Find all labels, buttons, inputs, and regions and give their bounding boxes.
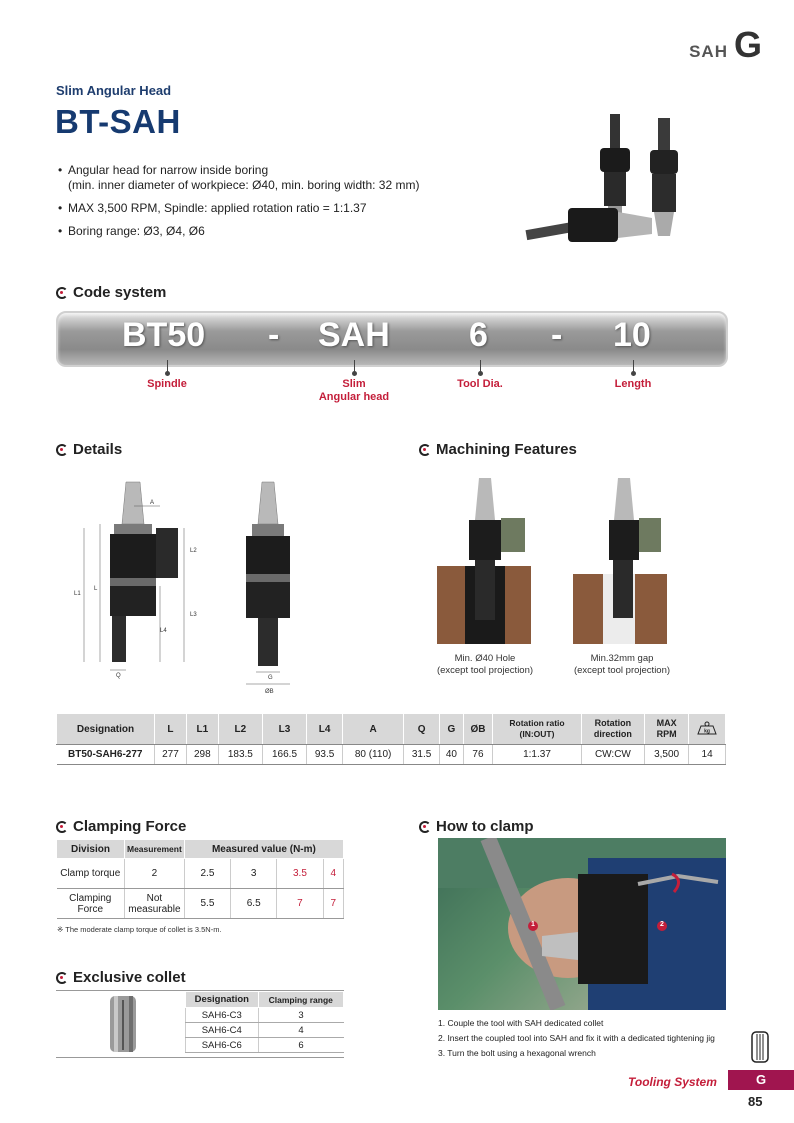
dim-l1: L1: [74, 591, 81, 597]
spec-cell: 40: [440, 745, 464, 765]
clamping-photo: [438, 838, 726, 1010]
col-rotation-direction: Rotation direction: [581, 714, 644, 745]
section-arrow-icon: [56, 972, 68, 984]
hole-example: [437, 478, 531, 644]
clamping-row: [57, 859, 344, 889]
dim-g: G: [268, 675, 273, 681]
section-arrow-icon: [56, 287, 68, 299]
product-subtitle: Slim Angular Head: [56, 83, 172, 98]
code-pointer: [354, 360, 355, 374]
measurement-cell: Not measurable: [125, 889, 185, 919]
spec-cell: 31.5: [404, 745, 440, 765]
measurement-cell: 2: [125, 859, 185, 889]
spec-cell: 80 (110): [343, 745, 404, 765]
section-arrow-icon: [56, 821, 68, 833]
clamping-photo-art: [438, 838, 726, 1010]
gap-caption: Min.32mm gap (except tool projection): [573, 653, 671, 676]
step-marker: 2: [660, 921, 664, 928]
col-l2: L2: [218, 714, 262, 745]
clamping-header-row: [57, 840, 344, 859]
code-pointer: [167, 360, 168, 374]
spec-cell: 14: [689, 745, 726, 765]
value-cell: 7: [323, 889, 343, 919]
col-a: A: [343, 714, 404, 745]
code-label-spindle: Spindle: [147, 378, 187, 390]
product-title: BT-SAH: [55, 103, 181, 140]
spec-cell: 3,500: [645, 745, 689, 765]
value-cell: 4: [323, 859, 343, 889]
col-measurement: Measurement: [125, 840, 185, 859]
col-clamping-range: Clamping range: [258, 992, 343, 1008]
page-number: 85: [748, 1094, 763, 1109]
collet-row: SAH6-C3 3: [186, 1008, 344, 1023]
spec-header-row: [57, 714, 726, 745]
dim-a: A: [150, 500, 155, 506]
spec-cell: 183.5: [218, 745, 262, 765]
clamp-steps: [438, 1016, 715, 1061]
section-tab: G: [728, 1070, 794, 1090]
weight-icon: [697, 721, 717, 735]
code-part-spindle: BT50: [122, 316, 206, 354]
section-indicator: [689, 24, 762, 66]
section-code: SAH: [689, 42, 728, 61]
col-l3: L3: [262, 714, 306, 745]
spec-table: [56, 713, 726, 765]
code-part-tool-dia: 6: [469, 316, 488, 354]
step-item: 2. Insert the coupled tool into SAH and fix it with a dedicated tightening jig: [438, 1033, 715, 1043]
collet-header-row: [186, 992, 344, 1008]
collet-image: [106, 994, 140, 1054]
section-arrow-icon: [419, 821, 431, 833]
step-marker: 1: [531, 921, 535, 928]
feature-item: • Angular head for narrow inside boring (min. inner diameter of workpiece: Ø40, min. boring width: 32 mm): [58, 163, 478, 193]
clamping-note: ※ The moderate clamp torque of collet is 3.5N-m.: [57, 925, 222, 934]
side-view: [84, 482, 184, 670]
value-cell: 7: [277, 889, 323, 919]
division-cell: Clamp torque: [57, 859, 125, 889]
footer-label: Tooling System: [628, 1075, 717, 1089]
angular-head-lying: [525, 208, 652, 242]
machining-heading: Machining Features: [419, 441, 577, 458]
collet-table: [185, 991, 344, 1053]
col-rotation-ratio: Rotation ratio (IN:OUT): [493, 714, 582, 745]
dim-l3: L3: [190, 612, 197, 618]
code-part-length: 10: [613, 316, 651, 354]
code-separator: -: [551, 316, 563, 354]
collet-side-icon: [748, 1030, 772, 1064]
code-label-head: Slim Angular head: [318, 378, 390, 403]
details-drawing: [70, 476, 320, 701]
col-division: Division: [57, 840, 125, 859]
step-item: 1. Couple the tool with SAH dedicated collet: [438, 1018, 604, 1028]
col-designation: Designation: [57, 714, 155, 745]
collet-row: SAH6-C4 4: [186, 1023, 344, 1038]
col-l1: L1: [186, 714, 218, 745]
col-measured-value: Measured value (N-m): [184, 840, 343, 859]
code-separator: -: [268, 316, 280, 354]
angular-head-angled: [650, 118, 678, 236]
spec-cell: 277: [155, 745, 187, 765]
dim-l: L: [94, 586, 98, 592]
product-image: [520, 108, 720, 258]
dim-ob: ØB: [265, 689, 274, 695]
collet-heading: Exclusive collet: [56, 969, 186, 986]
gap-example: [573, 478, 667, 644]
col-l: L: [155, 714, 187, 745]
division-cell: Clamping Force: [57, 889, 125, 919]
details-heading: Details: [56, 441, 122, 458]
col-max-rpm: MAX RPM: [645, 714, 689, 745]
code-label-length: Length: [614, 378, 652, 390]
value-cell: 3: [231, 859, 277, 889]
col-weight: [689, 714, 726, 745]
feature-list: [58, 163, 478, 247]
spec-cell: 93.5: [307, 745, 343, 765]
dim-q: Q: [116, 673, 121, 679]
spec-cell: 1:1.37: [493, 745, 582, 765]
dim-l4: L4: [160, 628, 167, 634]
angular-head-vertical: [600, 114, 630, 214]
section-arrow-icon: [419, 444, 431, 456]
section-letter: G: [733, 24, 762, 65]
col-g: G: [440, 714, 464, 745]
col-l4: L4: [307, 714, 343, 745]
how-to-clamp-heading: How to clamp: [419, 818, 534, 835]
dim-l2: L2: [190, 548, 197, 554]
col-ob: ØB: [463, 714, 492, 745]
spec-cell: CW:CW: [581, 745, 644, 765]
spec-cell: 166.5: [262, 745, 306, 765]
section-arrow-icon: [56, 444, 68, 456]
collet-row: SAH6-C6 6: [186, 1038, 344, 1053]
value-cell: 6.5: [231, 889, 277, 919]
weight-unit: kg: [704, 728, 711, 734]
value-cell: 2.5: [184, 859, 230, 889]
feature-item: • MAX 3,500 RPM, Spindle: applied rotation ratio = 1:1.37: [58, 201, 478, 216]
code-label-tool-dia: Tool Dia.: [457, 378, 503, 390]
code-pointer: [633, 360, 634, 374]
value-cell: 5.5: [184, 889, 230, 919]
spec-row: [57, 745, 726, 765]
value-cell: 3.5: [277, 859, 323, 889]
code-part-head: SAH: [318, 316, 390, 354]
hole-caption: Min. Ø40 Hole (except tool projection): [436, 653, 534, 676]
step-item: 3. Turn the bolt using a hexagonal wrench: [438, 1048, 596, 1058]
col-collet-designation: Designation: [186, 992, 259, 1008]
col-q: Q: [404, 714, 440, 745]
clamping-row: [57, 889, 344, 919]
spec-cell: BT50-SAH6-277: [57, 745, 155, 765]
spec-cell: 76: [463, 745, 492, 765]
code-system-heading: Code system: [56, 284, 166, 301]
clamping-table: [56, 839, 344, 919]
clamping-heading: Clamping Force: [56, 818, 186, 835]
spec-cell: 298: [186, 745, 218, 765]
front-view: [246, 482, 290, 684]
machining-illustration: [437, 474, 667, 646]
feature-item: • Boring range: Ø3, Ø4, Ø6: [58, 224, 478, 239]
code-pointer: [480, 360, 481, 374]
